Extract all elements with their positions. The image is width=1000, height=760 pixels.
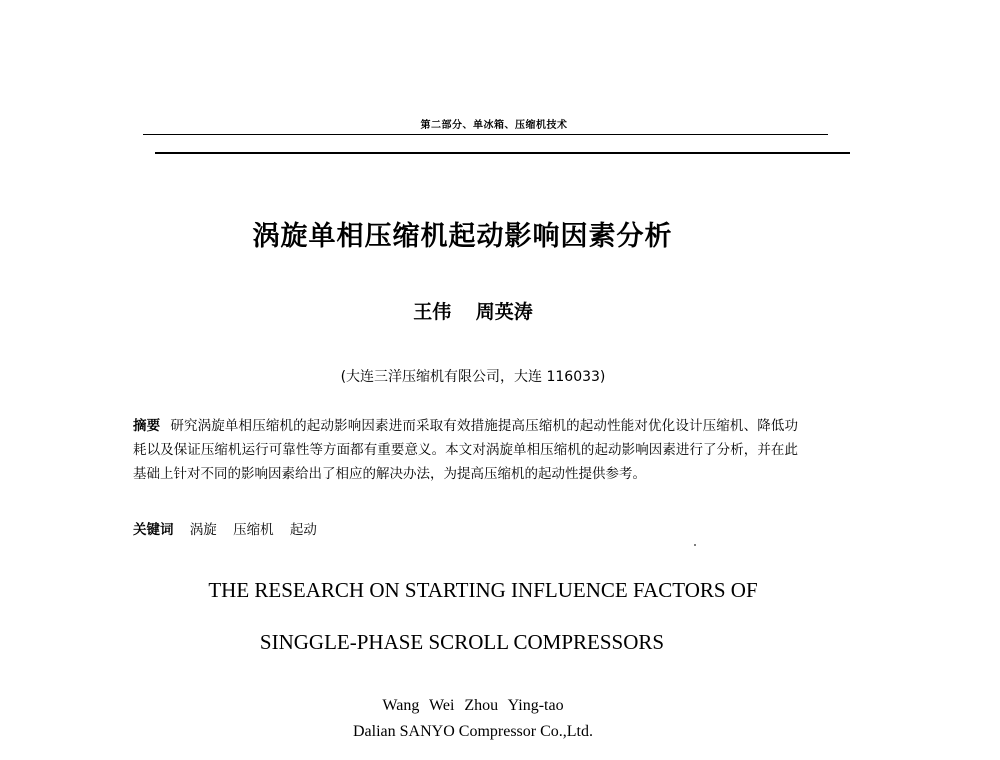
running-header: 第二部分、单冰箱、压缩机技术: [390, 120, 598, 132]
english-authors: Wang Wei Zhou Ying-tao: [382, 697, 564, 714]
abstract-block: [133, 414, 798, 486]
english-title-line-1: THE RESEARCH ON STARTING INFLUENCE FACTORS OF: [208, 578, 758, 602]
english-affiliation: Dalian SANYO Compressor Co.,Ltd.: [353, 723, 593, 740]
keyword-item: 起动: [289, 522, 317, 538]
abstract-text: 研究涡旋单相压缩机的起动影响因素进而采取有效措施提高压缩机的起动性能对优化设计压缩机、降低功耗以及保证压缩机运行可靠性等方面都有重要意义。本文对涡旋单相压缩机的起动影响因素进行了分析，并在此基础上针对不同的影响因素给出了相应的解决办法，为提高压缩机的起动性提供参考。: [133, 418, 799, 482]
chinese-title: 涡旋单相压缩机起动影响因素分析: [252, 221, 673, 252]
scan-speck: [694, 544, 696, 546]
abstract-label: 摘要: [133, 418, 161, 434]
keyword-item: 压缩机: [233, 522, 274, 538]
chinese-affiliation: (大连三洋压缩机有限公司，大连 116033): [340, 369, 606, 385]
header-rule-bottom: [155, 152, 850, 154]
english-title-line-2: SINGGLE-PHASE SCROLL COMPRESSORS: [259, 630, 665, 654]
keyword-item: 涡旋: [189, 522, 217, 538]
keywords-block: [133, 520, 798, 540]
header-rule-top: [143, 134, 828, 135]
chinese-authors: 王伟 周英涛: [413, 301, 533, 323]
keywords-label: 关键词: [133, 522, 174, 538]
